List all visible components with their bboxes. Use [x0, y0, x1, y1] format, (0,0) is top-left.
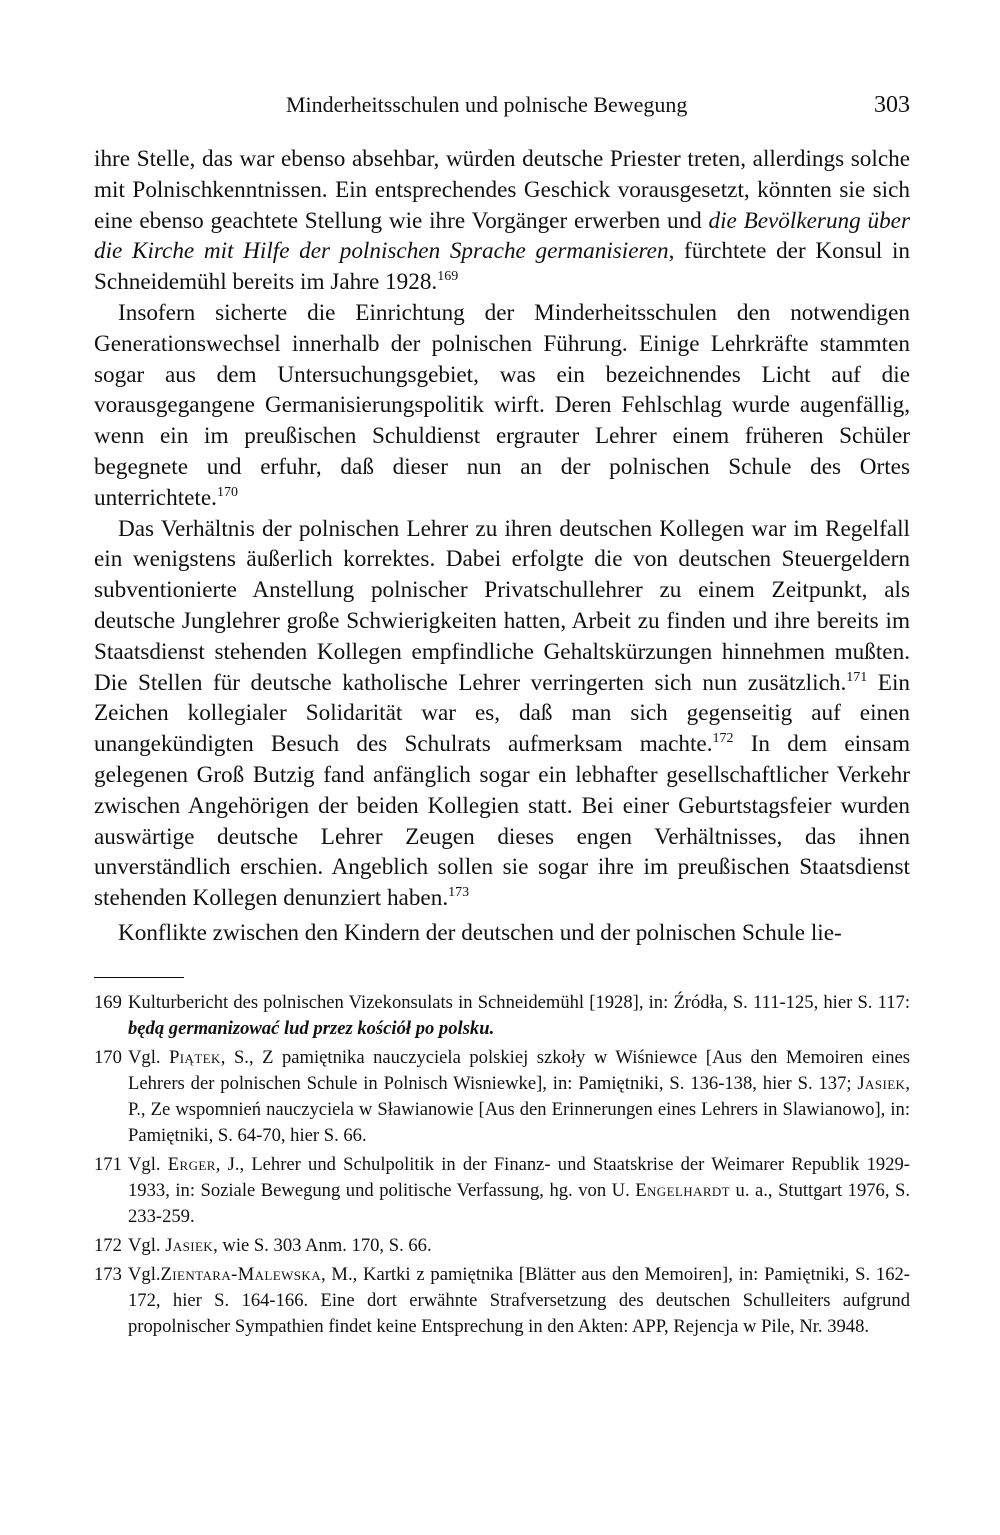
- paragraph-4: [94, 918, 910, 949]
- footnote-171-text-a: Vgl.: [128, 1153, 168, 1175]
- running-head: [94, 92, 910, 132]
- paragraph-3-text-c: In dem einsam gelegenen Groß Butzig fand anfänglich sogar ein lebhafter gesellschaftlicher Verkehr zwischen Angehörigen der beiden Kollegien statt. Bei einer Geburtstagsfeier wurden auswärtige deutsche Lehrer Zeugen dieses engen Verhältnisses, das ihnen unverständlich erschien. Angeblich sollen sie sogar ihre im preußischen Staatsdienst stehenden Kollegen denunziert haben.: [94, 731, 911, 912]
- footnote-number: 172: [94, 1234, 122, 1256]
- footnote-169-text: Kulturbericht des polnischen Vizekonsulats in Schneidemühl [1928], in: Źródła, S. 111-125, hier S. 117:: [128, 991, 910, 1013]
- footnote-172-author-1: Jasiek: [165, 1234, 214, 1256]
- footnote-172: [94, 1233, 910, 1259]
- footnote-173: [94, 1262, 910, 1340]
- paragraph-1-quote: die Bevölkerung über die Kirche mit Hilfe der polnischen Sprache germanisieren,: [94, 207, 910, 265]
- footnote-ref-171: 171: [846, 669, 868, 685]
- footnote-169: [94, 990, 910, 1042]
- footnote-169-quote: będą germanizować lud przez kościół po polsku.: [128, 1017, 495, 1039]
- footnote-171-text-c: u. a., Stuttgart 1976, S. 233-259.: [128, 1179, 910, 1227]
- footnote-text: [128, 1233, 910, 1259]
- footnote-text: [128, 1045, 910, 1149]
- footnote-171: [94, 1152, 910, 1230]
- running-head-title: Minderheitsschulen und polnische Bewegung: [286, 92, 688, 117]
- footnote-171-author-2: Engelhardt: [635, 1179, 731, 1201]
- footnote-173-text-b: , M., Kartki z pamiętnika [Blätter aus den Memoiren], in: Pamiętniki, S. 162-172, hier S. 164-166. Eine dort erwähnte Strafversetzung des deutschen Schulleiters aufgrund propolnischer Sympathien findet keine Entsprechung in den Akten: APP, Rejencja w Pile, Nr. 3948.: [128, 1263, 910, 1337]
- footnote-number: 170: [94, 1046, 122, 1068]
- footnote-separator: [94, 977, 184, 978]
- footnote-ref-170: 170: [216, 484, 238, 500]
- paragraph-3-text-b: Ein Zeichen kollegialer Solidarität war es, daß man sich gegenseitig auf einen unangekündigten Besuch des Schulrats aufmerksam machte.: [94, 669, 911, 758]
- footnote-173-text-a: Vgl.: [128, 1263, 161, 1285]
- footnote-text: [128, 990, 910, 1042]
- footnote-number: 173: [94, 1263, 122, 1285]
- paragraph-3: [94, 514, 910, 914]
- footnote-172-text-a: Vgl.: [128, 1234, 166, 1256]
- footnote-170: [94, 1045, 910, 1149]
- footnote-170-text-b: , S., Z pamiętnika nauczyciela polskiej szkoły w Wiśniewce [Aus den Memoiren eines Lehrers der polnischen Schule in Polnisch Wisniewke], in: Pamiętniki, S. 136-138, hier S. 137;: [128, 1046, 910, 1094]
- footnote-text: [128, 1262, 910, 1340]
- footnote-171-author-1: Erger: [167, 1153, 216, 1175]
- footnote-ref-169: 169: [437, 269, 459, 285]
- page-number: 303: [874, 92, 910, 118]
- footnote-ref-172: 172: [712, 731, 734, 747]
- paragraph-2: [94, 298, 910, 514]
- paragraph-1-text-b: fürchtete der Konsul in Schneidemühl bereits im Jahre 1928.: [94, 238, 911, 296]
- footnote-number: 169: [94, 991, 122, 1013]
- footnote-173-author-1: Zientara-Malewska: [160, 1263, 321, 1285]
- footnote-170-author-1: Piątek: [169, 1046, 221, 1068]
- footnote-170-text-a: Vgl.: [128, 1046, 170, 1068]
- footnote-text: [128, 1152, 910, 1230]
- paragraph-1-text-a: ihre Stelle, das war ebenso absehbar, würden deutsche Priester treten, allerdings solche mit Polnischkenntnissen. Ein entsprechendes Geschick vorausgesetzt, könnten sie sich eine ebenso geachtete Stellung wie ihre Vorgänger erwerben und: [94, 146, 910, 234]
- footnote-ref-173: 173: [448, 885, 470, 901]
- footnote-172-text-b: , wie S. 303 Anm. 170, S. 66.: [213, 1234, 432, 1256]
- footnotes: [94, 990, 910, 1340]
- footnote-170-text-c: , P., Ze wspomnień nauczyciela w Sławianowie [Aus den Erinnerungen eines Lehrers in Slawianowo], in: Pamiętniki, S. 64-70, hier S. 66.: [128, 1072, 910, 1146]
- paragraph-2-text: Insofern sicherte die Einrichtung der Minderheitsschulen den notwendigen Generationswechsel innerhalb der polnischen Führung. Einige Lehrkräfte stammten sogar aus dem Untersuchungsgebiet, was ein bezeichnendes Licht auf die vorausgegangene Germanisierungspolitik wirft. Deren Fehlschlag wurde augenfällig, wenn ein im preußischen Schuldienst ergrauter Lehrer einem früheren Schüler begegnete und erfuhr, daß dieser nun an der polnischen Schule des Ortes unterrichtete.: [94, 299, 910, 511]
- paragraph-1: [94, 144, 910, 298]
- footnote-171-text-b: , J., Lehrer und Schulpolitik in der Finanz- und Staatskrise der Weimarer Republik 1929-1933, in: Soziale Bewegung und politische Verfassung, hg. von U.: [128, 1153, 910, 1201]
- body-text: [94, 144, 910, 949]
- book-page: [94, 92, 910, 1343]
- paragraph-4-text: Konflikte zwischen den Kindern der deutschen und der polnischen Schule lie-: [118, 919, 842, 946]
- paragraph-3-text-a: Das Verhältnis der polnischen Lehrer zu ihren deutschen Kollegen war im Regelfall ein wenigstens äußerlich korrektes. Dabei erfolgte die von deutschen Steuergeldern subventionierte Anstellung polnischer Privatschullehrer zu einem Zeitpunkt, als deutsche Junglehrer große Schwierigkeiten hatten, Arbeit zu finden und ihre bereits im Staatsdienst stehenden Kollegen empfindliche Gehaltskürzungen hinnehmen mußten. Die Stellen für deutsche katholische Lehrer verringerten sich nun zusätzlich.: [94, 515, 910, 696]
- footnote-170-author-2: Jasiek: [857, 1072, 906, 1094]
- footnote-number: 171: [94, 1153, 122, 1175]
